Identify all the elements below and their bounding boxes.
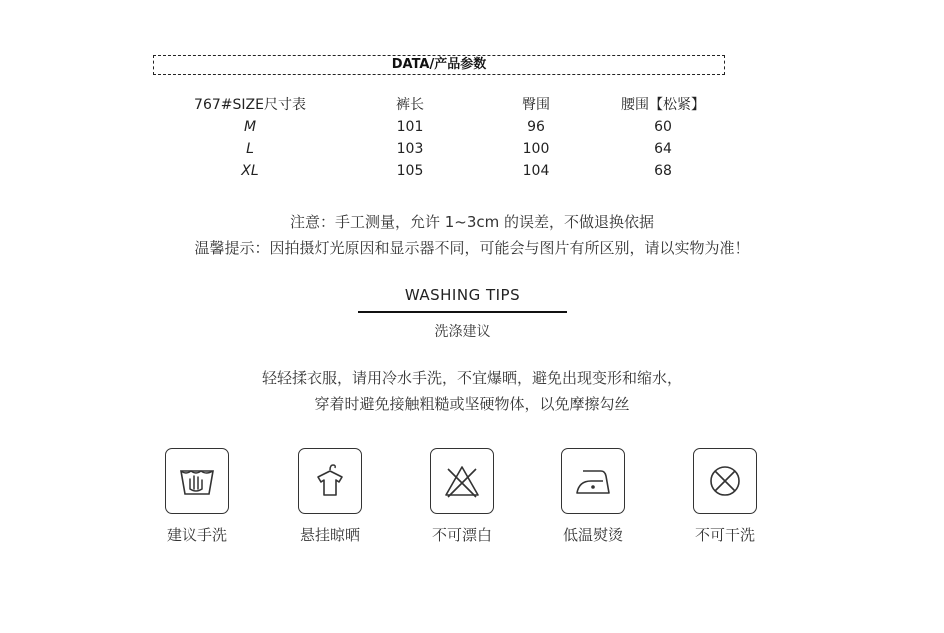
washing-tips-divider xyxy=(358,311,567,313)
color-notice: 温馨提示：因拍摄灯光原因和显示器不同，可能会与图片有所区别，请以实物为准！ xyxy=(194,239,750,257)
low-iron-icon xyxy=(571,461,615,501)
table-row xyxy=(150,138,750,160)
table-cell: 68 xyxy=(654,163,672,179)
washing-instruction: 穿着时避免接触粗糙或坚硬物体，以免摩擦勾丝 xyxy=(314,395,630,413)
washing-tips-title: WASHING TIPS xyxy=(404,286,521,304)
no-dry-clean-icon xyxy=(703,461,747,501)
table-cell: 60 xyxy=(654,119,672,135)
table-row xyxy=(150,160,750,182)
size-label: L xyxy=(246,141,254,157)
table-header-row xyxy=(150,94,750,116)
table-cell: 100 xyxy=(522,141,550,157)
table-header: 裤长 xyxy=(396,97,424,113)
care-item-low-iron xyxy=(543,448,643,545)
table-cell: 96 xyxy=(527,119,545,135)
size-table xyxy=(150,94,750,182)
no-bleach-icon xyxy=(440,461,484,501)
hang-dry-icon xyxy=(308,461,352,501)
care-item-no-dry-clean xyxy=(675,448,775,545)
table-cell: 101 xyxy=(396,119,424,135)
measurement-notice: 注意：手工测量，允许 1~3cm 的误差，不做退换依据 xyxy=(289,213,655,231)
care-label: 低温熨烫 xyxy=(562,526,623,544)
table-cell: 104 xyxy=(522,163,550,179)
table-cell: 105 xyxy=(396,163,424,179)
table-cell: 103 xyxy=(396,141,424,157)
table-cell: 64 xyxy=(654,141,672,157)
product-params-title: DATA/产品参数 xyxy=(153,55,725,75)
care-label: 悬挂晾晒 xyxy=(299,526,360,544)
table-header: 767#SIZE尺寸表 xyxy=(194,97,306,113)
hand-wash-icon xyxy=(175,461,219,501)
washing-tips-subtitle: 洗涤建议 xyxy=(434,324,491,340)
care-label: 不可干洗 xyxy=(694,526,755,544)
care-label: 不可漂白 xyxy=(431,526,492,544)
size-label: XL xyxy=(241,163,259,179)
care-label: 建议手洗 xyxy=(166,526,227,544)
table-row xyxy=(150,116,750,138)
size-label: M xyxy=(243,119,257,135)
care-item-hand-wash xyxy=(147,448,247,545)
table-header: 臀围 xyxy=(522,97,550,113)
washing-instruction: 轻轻揉衣服，请用冷水手洗，不宜爆晒，避免出现变形和缩水， xyxy=(261,369,682,387)
table-header: 腰围【松紧】 xyxy=(621,97,705,113)
care-item-no-bleach xyxy=(412,448,512,545)
care-item-hang-dry xyxy=(280,448,380,545)
